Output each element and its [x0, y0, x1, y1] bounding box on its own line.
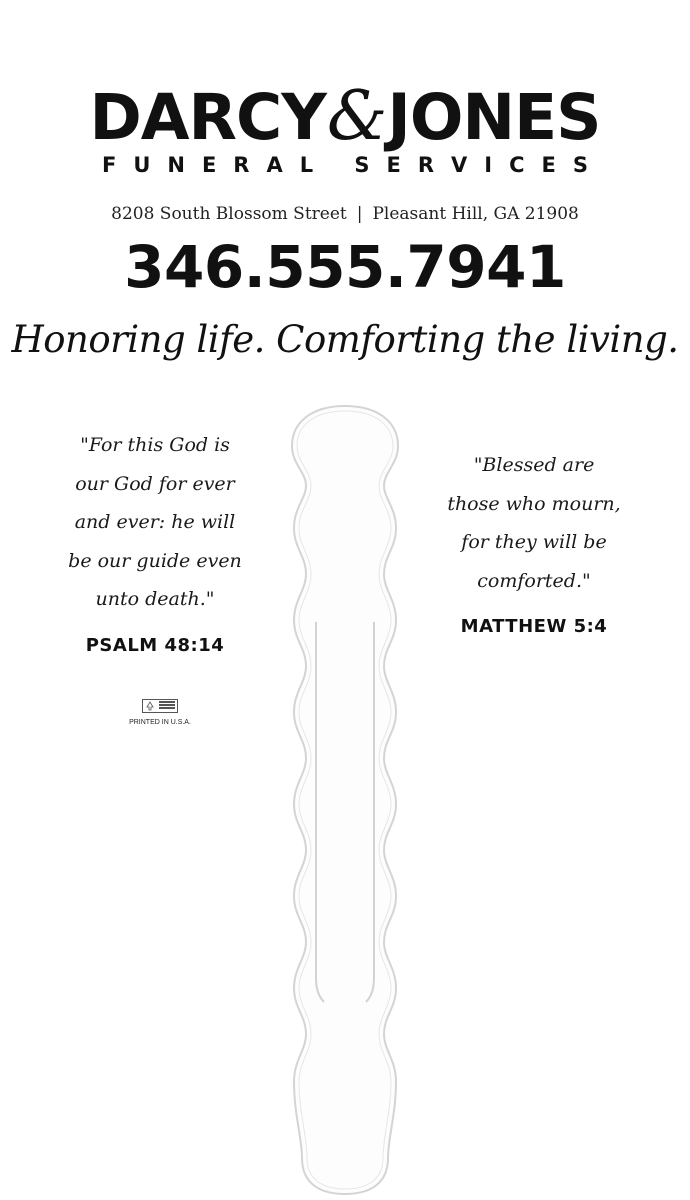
quote-line: those who mourn,	[447, 492, 621, 515]
quote-line: and ever: he will	[74, 511, 236, 533]
city-state-zip: Pleasant Hill, GA 21908	[372, 204, 579, 224]
fan-handle-stick	[280, 398, 410, 1198]
quote-line: for they will be	[461, 531, 607, 553]
brand-name-jones: JONES	[387, 81, 601, 154]
brand-logo	[0, 78, 690, 157]
printed-label: PRINTED IN U.S.A.	[129, 719, 191, 726]
brand-subtitle: FUNERAL SERVICES	[101, 153, 606, 177]
quote-text-left	[50, 426, 260, 619]
street-address: 8208 South Blossom Street	[111, 204, 347, 224]
quote-line: "Blessed are	[473, 454, 595, 476]
quote-text-right	[428, 446, 640, 600]
fsc-tree-icon	[142, 699, 178, 713]
address-separator: |	[356, 204, 363, 224]
brand-ampersand: &	[326, 77, 387, 156]
quote-matthew	[428, 446, 640, 637]
quote-line: our God for ever	[75, 472, 235, 495]
quote-line: be our guide even	[68, 549, 242, 572]
quote-line: comforted."	[477, 569, 591, 592]
phone-number: 346.555.7941	[124, 233, 566, 301]
brand-name-darcy: DARCY	[89, 81, 326, 154]
fsc-text-lines	[159, 701, 175, 703]
tagline: Honoring life. Comforting the living.	[11, 318, 679, 361]
tree-icon	[145, 701, 155, 711]
quote-reference-right: MATTHEW 5:4	[460, 616, 608, 637]
quote-psalm	[50, 426, 260, 656]
brand-header	[0, 78, 690, 179]
address-line	[0, 204, 690, 224]
printed-mark	[118, 698, 202, 726]
stick-outline	[292, 406, 398, 1194]
quote-reference-left: PSALM 48:14	[85, 634, 225, 656]
quote-line: "For this God is	[80, 434, 230, 456]
quote-line: unto death."	[95, 588, 215, 610]
